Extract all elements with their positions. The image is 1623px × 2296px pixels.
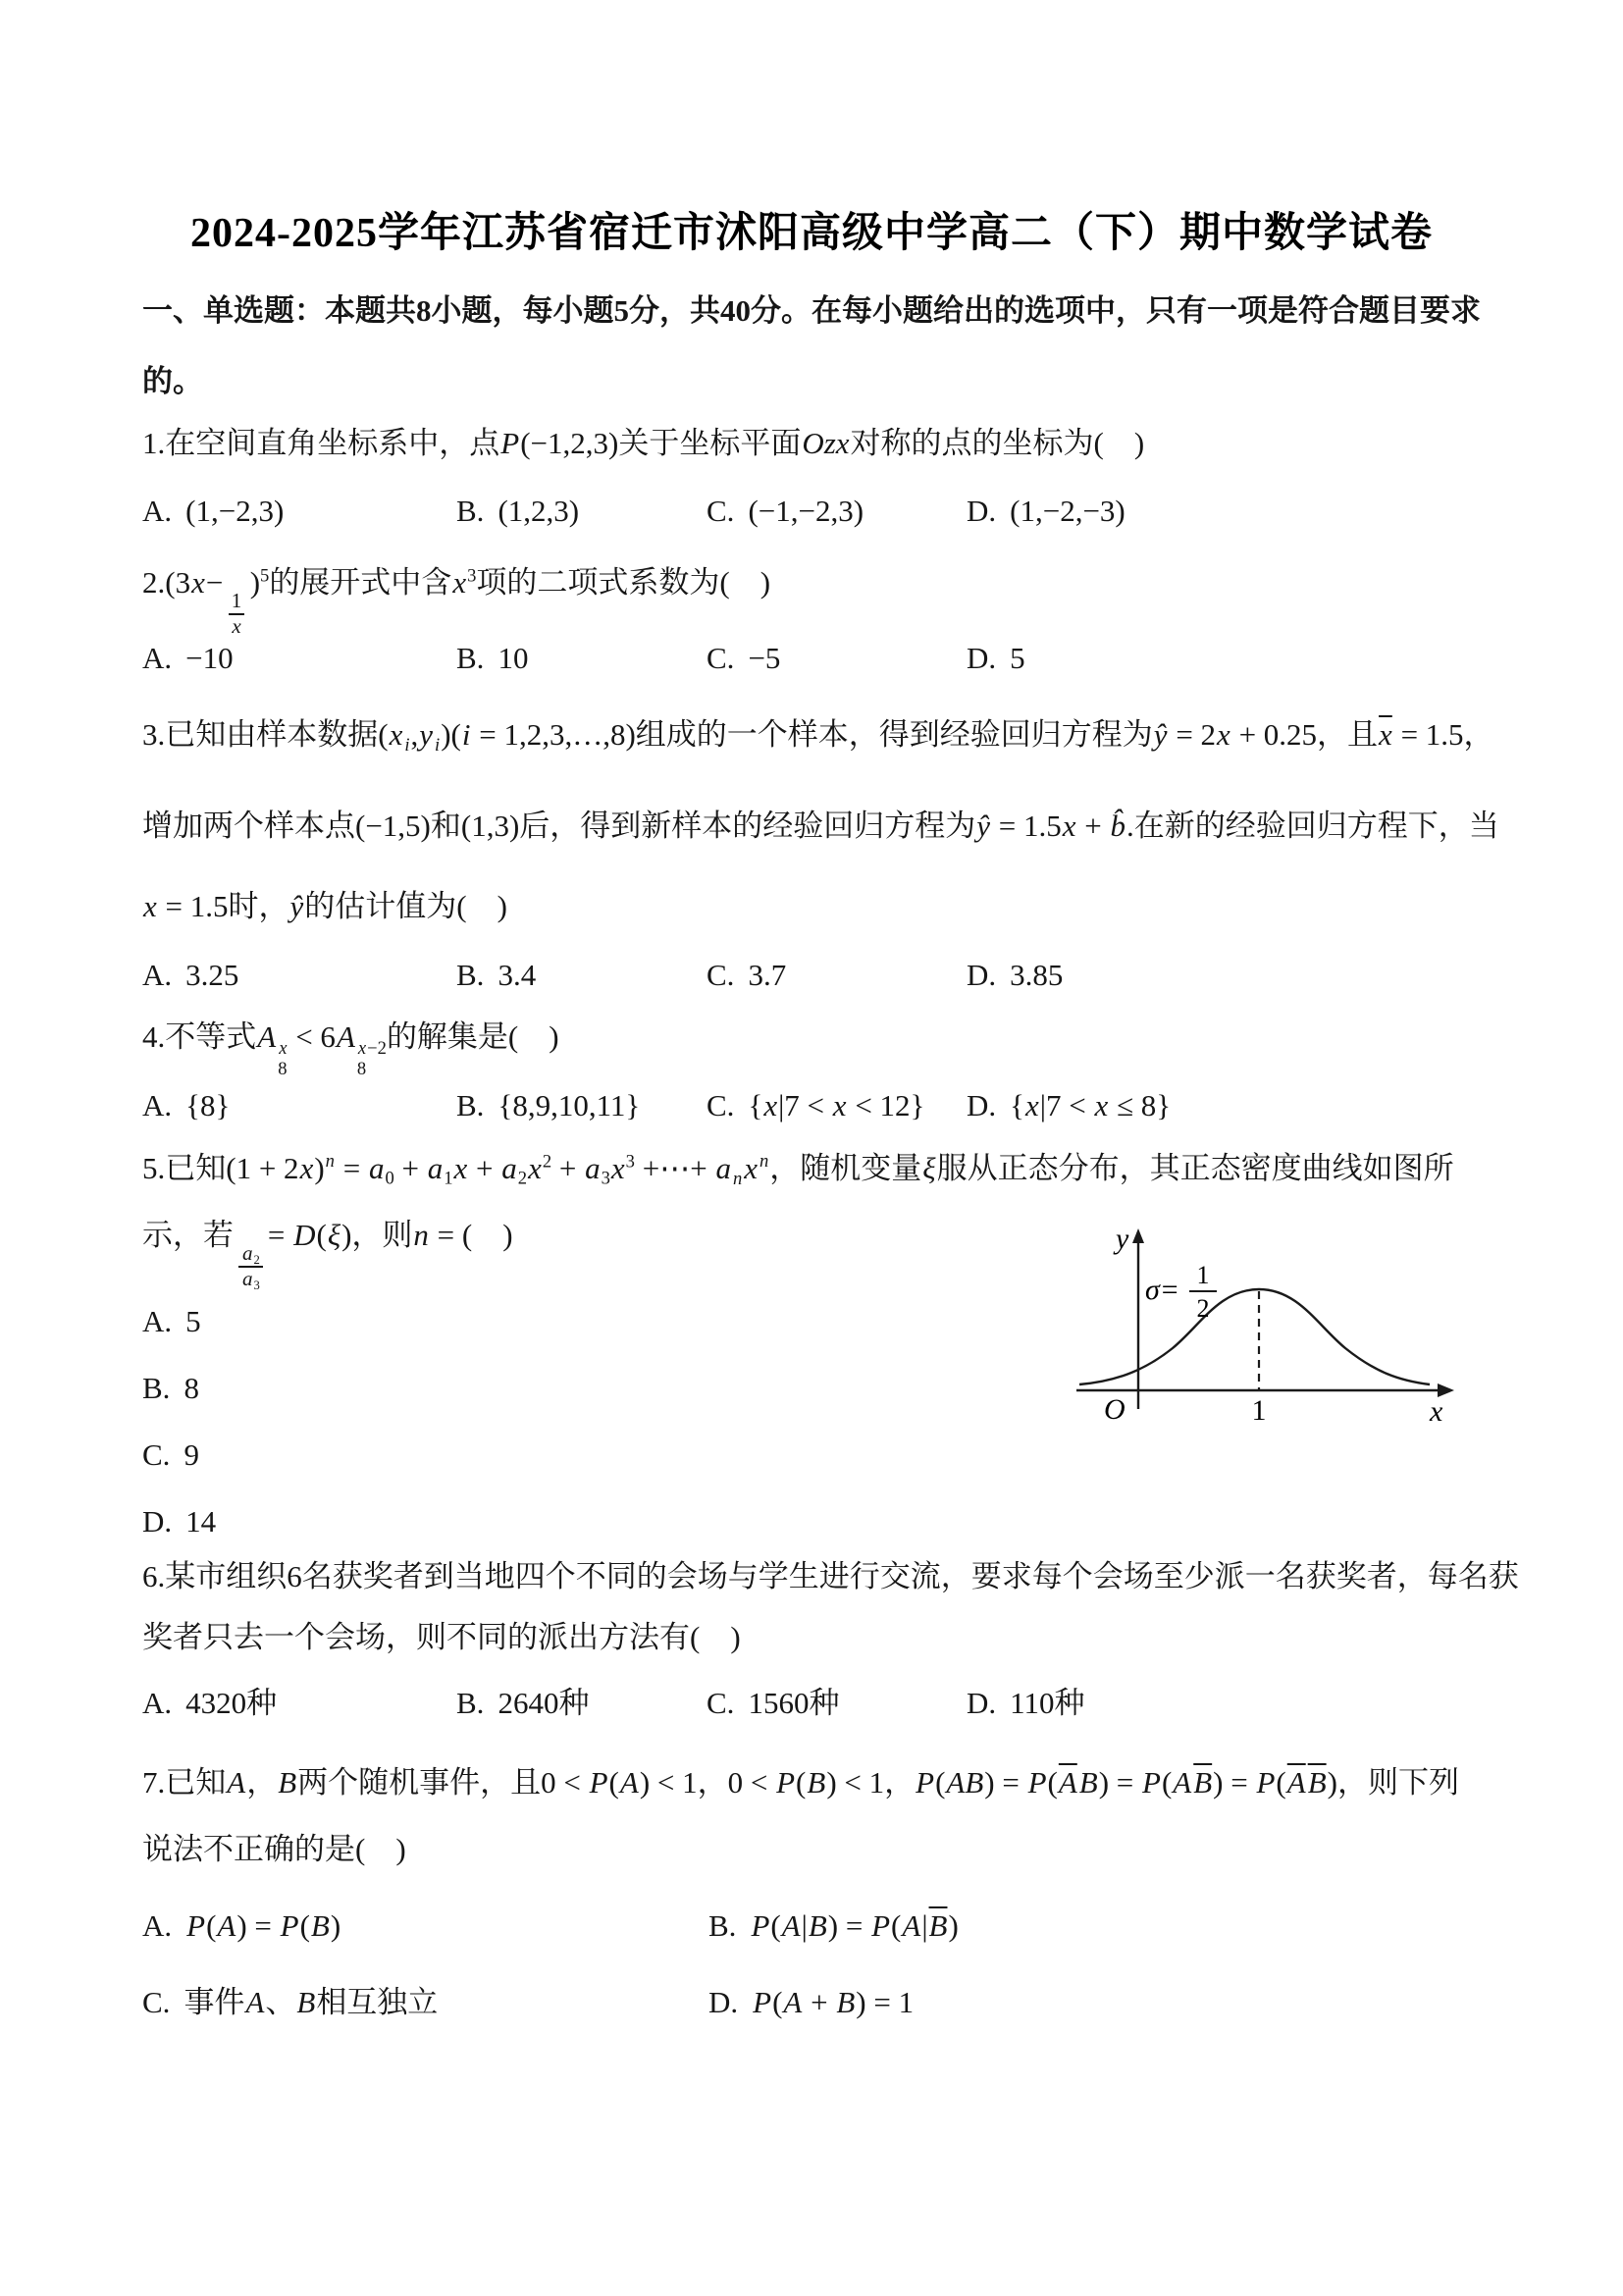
option-label: B. — [456, 1088, 485, 1122]
question-7-stem-line-1: 7.已知A，B两个随机事件，且0 < P(A) < 1，0 < P(B) < 1，$P(AB) = P(\overline{A}B) = P(A\overline{B}) = P(\overline{A}\overline{B})$，则下列 — [142, 1765, 1459, 1800]
option-label: B. — [708, 1908, 737, 1943]
question-4-option-a — [142, 1087, 230, 1125]
option-value: (−1,−2,3) — [748, 494, 864, 528]
figure-sigma-denominator: 2 — [1196, 1294, 1210, 1323]
option-label: B. — [456, 1686, 485, 1720]
stack-subscript: 8 — [356, 1058, 367, 1079]
option-label: C. — [707, 958, 735, 992]
fraction-numerator: $a_2$ — [238, 1242, 263, 1268]
figure-y-label: y — [1116, 1226, 1129, 1255]
option-label: A. — [142, 494, 173, 528]
question-6-stem-line-2: 奖者只去一个会场，则不同的派出方法有( ) — [142, 1620, 741, 1654]
option-label: A. — [142, 641, 173, 675]
option-label: C. — [142, 1985, 171, 2019]
figure-normal-curve — [1079, 1289, 1430, 1384]
option-value: 4320种 — [185, 1686, 278, 1720]
stack-superscript: x−2 — [357, 1038, 387, 1060]
sup-sub-stack — [357, 1039, 387, 1079]
option-value: P(A + B) = 1 — [753, 1985, 915, 2019]
question-2-option-d — [967, 640, 1025, 678]
option-value: 5 — [185, 1304, 201, 1338]
question-1-option-a — [142, 493, 284, 531]
option-label: C. — [142, 1437, 171, 1472]
option-label: B. — [142, 1371, 171, 1405]
question-2-option-c — [707, 640, 780, 678]
option-value: 10 — [497, 641, 529, 675]
question-4-stem-line-1: 4.不等式A x 8 < 6A x−2 8 的解集是( ) — [142, 1019, 559, 1079]
question-7-option-c — [142, 1984, 438, 2022]
figure-x-label: x — [1430, 1395, 1443, 1428]
option-value: 1560种 — [748, 1686, 840, 1720]
option-label: C. — [707, 641, 735, 675]
fraction-denominator: $a_3$ — [242, 1266, 260, 1292]
question-1-stem-line-1: 1.在空间直角坐标系中，点P(−1,2,3)关于坐标平面Ozx对称的点的坐标为( ) — [142, 426, 1145, 460]
question-7-stem-line-2: 说法不正确的是( ) — [142, 1832, 406, 1866]
option-label: A. — [142, 1088, 173, 1122]
option-label: B. — [456, 494, 485, 528]
option-label: C. — [707, 1088, 735, 1122]
question-2-option-a — [142, 640, 234, 678]
option-label: D. — [967, 1686, 997, 1720]
question-5-option-a — [142, 1303, 201, 1341]
paper-title: 2024-2025学年江苏省宿迁市沭阳高级中学高二（下）期中数学试卷 — [190, 211, 1433, 256]
question-5-stem-line-2: 示，若 $\frac{a_2}{a_3}$ = D(ξ)，则n = ( ) — [142, 1218, 513, 1292]
question-6-stem-line-1: 6.某市组织6名获奖者到当地四个不同的会场与学生进行交流，要求每个会场至少派一名获奖者，每名获 — [142, 1559, 1519, 1593]
normal-curve-figure — [1074, 1226, 1477, 1428]
option-label: C. — [707, 494, 735, 528]
figure-sigma-numerator: 1 — [1196, 1261, 1210, 1289]
option-label: D. — [967, 494, 997, 528]
question-6-option-a — [142, 1685, 277, 1723]
question-6-option-c — [707, 1685, 839, 1723]
figure-mean-tick-label: 1 — [1251, 1394, 1267, 1427]
option-value: $P(A|B) = P(A|\overline{B})$ — [751, 1908, 959, 1943]
option-value: {x|7 < x ≤ 8} — [1010, 1088, 1172, 1122]
question-3-option-a — [142, 957, 238, 995]
option-label: D. — [967, 958, 997, 992]
option-label: A. — [142, 958, 173, 992]
question-3-option-c — [707, 957, 786, 995]
question-3-stem-line-1: 3.已知由样本数据(x $_i$,y $_i$)(i = 1,2,3,…,8)组成的一个样本，得到经验回归方程为ŷ = 2x + 0.25，且$\overline{x} = 1.5$， — [142, 717, 1494, 756]
option-value: 3.7 — [748, 958, 787, 992]
option-value: (1,−2,3) — [185, 494, 285, 528]
option-value: P(A) = P(B) — [186, 1908, 341, 1943]
option-value: {x|7 < x < 12} — [748, 1088, 925, 1122]
option-value: 3.25 — [185, 958, 239, 992]
option-label: D. — [708, 1985, 739, 2019]
option-value: (1,−2,−3) — [1010, 494, 1126, 528]
option-value: 3.4 — [497, 958, 537, 992]
option-value: 8 — [183, 1371, 199, 1405]
question-3-option-b — [456, 957, 536, 995]
option-label: B. — [456, 958, 485, 992]
option-value: 3.85 — [1010, 958, 1064, 992]
question-4-option-b — [456, 1087, 640, 1125]
question-1-option-d — [967, 493, 1126, 531]
fraction — [238, 1242, 263, 1290]
question-5-option-b — [142, 1370, 199, 1408]
question-5-option-c — [142, 1436, 199, 1475]
option-label: A. — [142, 1908, 173, 1943]
option-value: {8,9,10,11} — [497, 1088, 641, 1122]
question-3-stem-line-3: x = 1.5时，ŷ的估计值为( ) — [143, 889, 507, 923]
question-4-option-d — [967, 1087, 1171, 1125]
option-value: 110种 — [1010, 1686, 1085, 1720]
question-5-option-d — [142, 1503, 216, 1541]
figure-y-arrow-icon — [1132, 1228, 1144, 1243]
question-1-option-b — [456, 493, 579, 531]
option-value: 事件A、B相互独立 — [183, 1985, 439, 2019]
question-4-option-c — [707, 1087, 924, 1125]
question-7-option-d — [708, 1984, 914, 2022]
option-label: B. — [456, 641, 485, 675]
question-3-stem-line-2: 增加两个样本点(−1,5)和(1,3)后，得到新样本的经验回归方程为ŷ = 1.5x + b̂.在新的经验回归方程下，当 — [142, 809, 1499, 843]
sup-sub-stack — [278, 1039, 288, 1079]
section-1-intro-line-1: 一、单选题：本题共8小题，每小题5分，共40分。在每小题给出的选项中，只有一项是符合题目要求 — [142, 293, 1481, 328]
fraction-numerator: 1 — [229, 590, 245, 615]
question-5-stem-line-1: 5.已知$(1 + 2x)^n = a_0 + a_1x + a_2x^2 + a_3x^3$ +⋯+ a $_n$x $^n$，随机变量ξ服从正态分布，其正态密度曲线如图所 — [142, 1151, 1454, 1189]
fraction — [228, 590, 244, 638]
figure-sigma-label: σ= — [1145, 1274, 1180, 1306]
question-6-option-d — [967, 1685, 1085, 1723]
section-1-intro-line-2: 的。 — [142, 364, 203, 398]
question-7-option-a — [142, 1907, 340, 1946]
option-label: D. — [967, 641, 997, 675]
option-value: 5 — [1010, 641, 1025, 675]
option-label: D. — [967, 1088, 997, 1122]
option-value: −5 — [748, 641, 781, 675]
question-7-option-b — [708, 1907, 959, 1946]
option-label: C. — [707, 1686, 735, 1720]
option-value: 14 — [185, 1504, 217, 1539]
question-6-option-b — [456, 1685, 589, 1723]
question-1-option-c — [707, 493, 864, 531]
option-value: (1,2,3) — [497, 494, 580, 528]
option-label: A. — [142, 1686, 173, 1720]
option-value: 2640种 — [497, 1686, 590, 1720]
option-label: D. — [142, 1504, 173, 1539]
option-label: A. — [142, 1304, 173, 1338]
stack-superscript: x — [279, 1038, 288, 1060]
stack-subscript: 8 — [278, 1058, 288, 1079]
question-2-option-b — [456, 640, 528, 678]
figure-origin-label: O — [1104, 1393, 1126, 1426]
option-value: 9 — [183, 1437, 199, 1472]
fraction-denominator: x — [232, 613, 241, 638]
question-3-option-d — [967, 957, 1063, 995]
question-2-stem-line-1: 2.(3x− $\frac{1}{x}$ )$^5$的展开式中含$x^3$项的二项式系数为( ) — [142, 565, 771, 638]
option-value: {8} — [185, 1088, 231, 1122]
option-value: −10 — [185, 641, 234, 675]
